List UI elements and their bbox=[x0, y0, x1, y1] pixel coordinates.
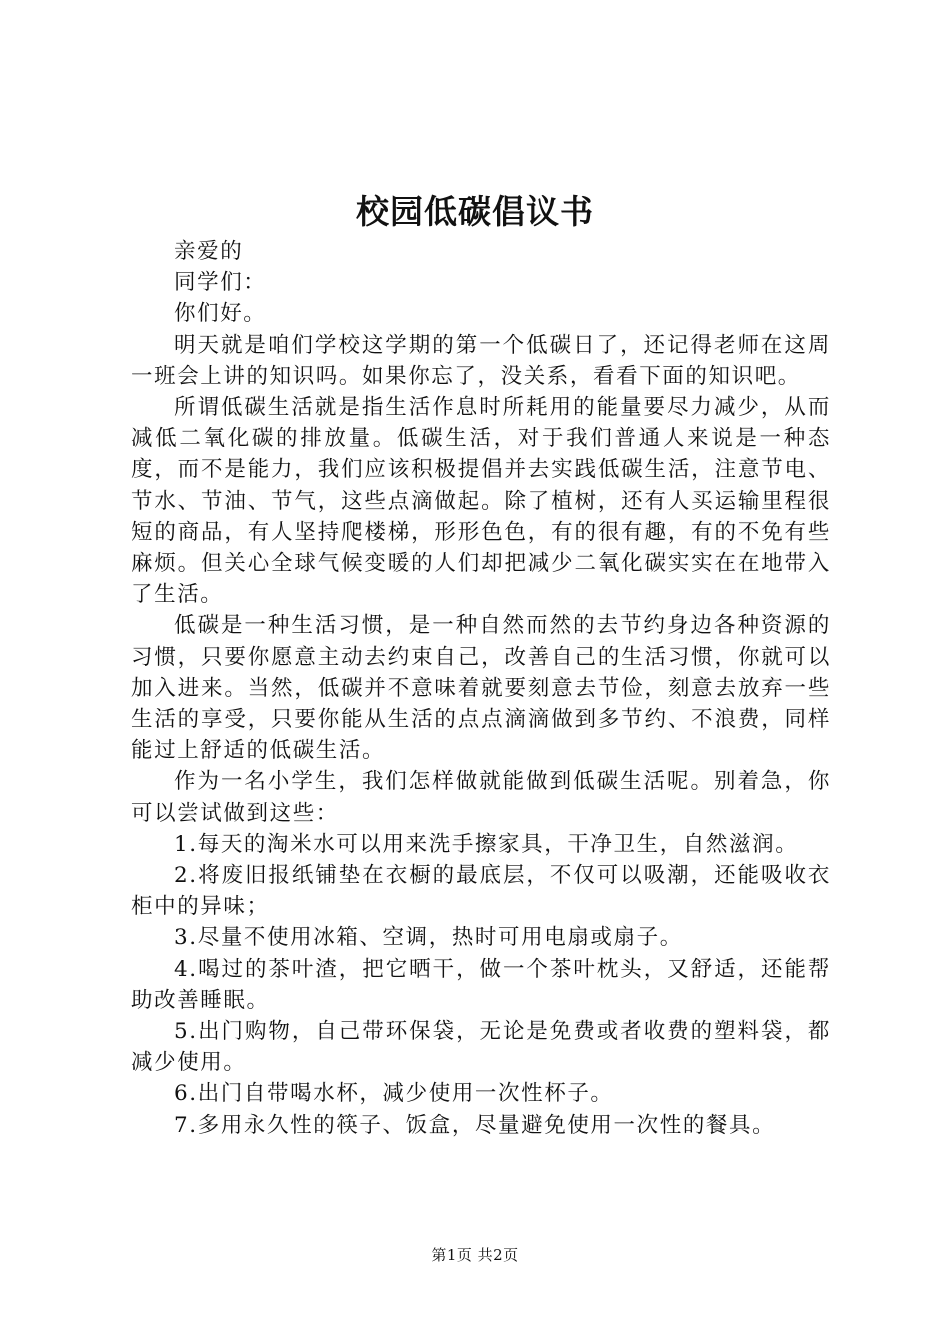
paragraph: 亲爱的 bbox=[174, 239, 244, 264]
document-body bbox=[131, 236, 831, 1141]
paragraph: 同学们： bbox=[174, 270, 267, 296]
document-title: 校园低碳倡议书 bbox=[356, 192, 594, 231]
list-item: 7.多用永久性的筷子、饭盒，尽量避免使用一次性的餐具。 bbox=[174, 1112, 776, 1138]
paragraph: 所谓低碳生活就是指生活作息时所耗用的能量要尽力减少，从而减低二氧化碳的排放量。低碳生活，对于我们普通人来说是一种态度，而不是能力，我们应该积极提倡并去实践低碳生活，注意节电、节水、节油、节气，这些点滴做起。除了植树，还有人买运输里程很短的商品，有人坚持爬楼梯，形形色色，有的很有趣，有的不免有些麻烦。但关心全球气候变暖的人们却把减少二氧化碳实实在在地带入了生活。 bbox=[131, 395, 831, 608]
list-item: 5.出门购物，自己带环保袋，无论是免费或者收费的塑料袋，都减少使用。 bbox=[131, 1019, 831, 1076]
paragraph: 你们好。 bbox=[174, 301, 267, 327]
paragraph: 作为一名小学生，我们怎样做就能做到低碳生活呢。别着急，你可以尝试做到这些： bbox=[131, 769, 831, 826]
list-item: 3.尽量不使用冰箱、空调，热时可用电扇或扇子。 bbox=[174, 925, 683, 951]
list-item: 2.将废旧报纸铺垫在衣橱的最底层，不仅可以吸潮，还能吸收衣柜中的异味； bbox=[131, 863, 831, 920]
page-footer: 第1页 共2页 bbox=[431, 1246, 519, 1264]
paragraph: 明天就是咱们学校这学期的第一个低碳日了，还记得老师在这周一班会上讲的知识吗。如果你忘了，没关系，看看下面的知识吧。 bbox=[131, 332, 831, 389]
list-item: 6.出门自带喝水杯，减少使用一次性杯子。 bbox=[174, 1081, 614, 1107]
paragraph: 低碳是一种生活习惯，是一种自然而然的去节约身边各种资源的习惯，只要你愿意主动去约束自己，改善自己的生活习惯，你就可以加入进来。当然，低碳并不意味着就要刻意去节俭，刻意去放弃一些生活的享受，只要你能从生活的点点滴滴做到多节约、不浪费，同样能过上舒适的低碳生活。 bbox=[131, 613, 831, 764]
list-item: 1.每天的淘米水可以用来洗手擦家具，干净卫生，自然滋润。 bbox=[174, 831, 799, 857]
list-item: 4.喝过的茶叶渣，把它晒干，做一个茶叶枕头，又舒适，还能帮助改善睡眠。 bbox=[131, 956, 831, 1013]
